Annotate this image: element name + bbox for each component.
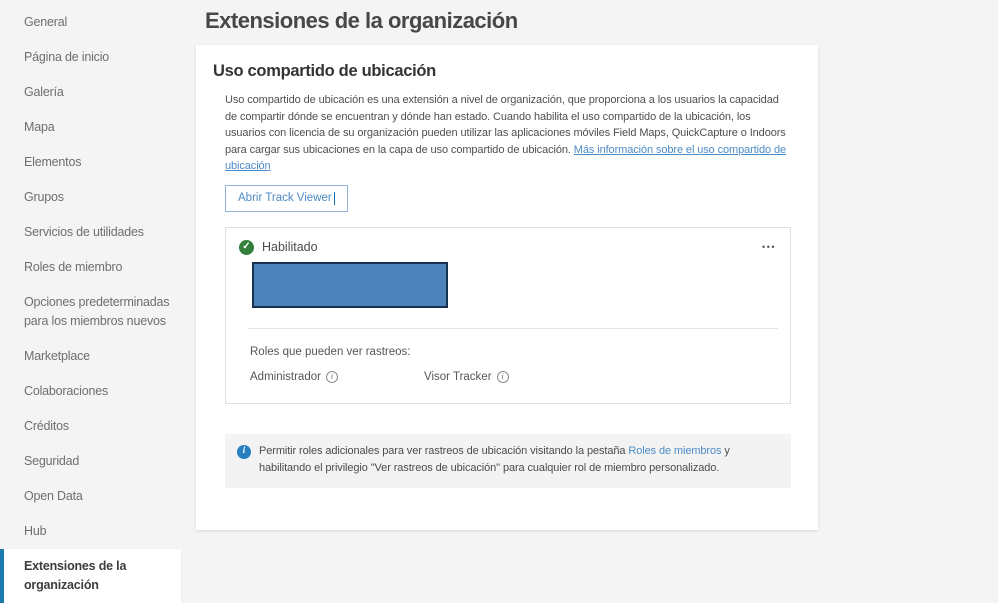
note-text-after: y habilitando el privilegio "Ver rastreos de ubicación" para cualquier rol de miembro personalizado.: [259, 444, 730, 474]
role-administrador-label: Administrador: [250, 370, 321, 383]
info-icon[interactable]: i: [326, 371, 338, 383]
roles-row: [250, 371, 778, 383]
sidebar-item-seguridad[interactable]: Seguridad: [24, 454, 80, 468]
status-card: [225, 227, 791, 404]
sidebar-item-galeria[interactable]: Galería: [24, 85, 64, 99]
options-menu-icon[interactable]: •••: [762, 242, 776, 252]
text-cursor: [334, 192, 335, 205]
main-content: [181, 0, 998, 598]
roles-de-miembros-link[interactable]: Roles de miembros: [628, 444, 722, 457]
sidebar-item-opciones-predeterminadas[interactable]: Opciones predeterminadas para los miembros nuevos: [24, 295, 170, 328]
settings-sidebar: [0, 0, 181, 598]
sidebar-item-hub[interactable]: Hub: [24, 524, 47, 538]
divider: [248, 328, 778, 329]
card-title: Uso compartido de ubicación: [213, 62, 436, 80]
sidebar-item-extensiones-organizacion[interactable]: Extensiones de la organización: [0, 549, 181, 603]
status-row: [239, 240, 778, 255]
info-icon[interactable]: i: [497, 371, 509, 383]
role-visor-tracker: [424, 371, 509, 383]
sidebar-item-pagina-de-inicio[interactable]: Página de inicio: [24, 50, 110, 64]
sidebar-item-open-data[interactable]: Open Data: [24, 489, 83, 503]
status-label: Habilitado: [262, 240, 318, 254]
role-visor-tracker-label: Visor Tracker: [424, 370, 492, 383]
info-note-text: [259, 443, 777, 478]
page-title: Extensiones de la organización: [205, 8, 518, 33]
card-body: [225, 92, 791, 488]
sidebar-item-servicios-de-utilidades[interactable]: Servicios de utilidades: [24, 225, 144, 239]
sidebar-item-marketplace[interactable]: Marketplace: [24, 349, 90, 363]
sidebar-item-roles-de-miembro[interactable]: Roles de miembro: [24, 260, 123, 274]
learn-more-link[interactable]: Más información sobre el uso compartido de ubicación: [225, 143, 787, 172]
redacted-content-block: [252, 262, 448, 308]
location-sharing-card: [196, 45, 818, 530]
description-text: Uso compartido de ubicación es una extensión a nivel de organización, que proporciona a los usuarios la capacidad de compartir dónde se encuentran y dónde han estado. Cuando habilita el uso compartido de la ubicación, los usuarios con licencia de su organización pueden utilizar las aplicaciones móviles Field Maps, QuickCapture o Indoors para cargar sus ubicaciones en la capa de uso compartido de ubicación.: [225, 94, 786, 156]
sidebar-item-mapa[interactable]: Mapa: [24, 120, 55, 134]
sidebar-item-colaboraciones[interactable]: Colaboraciones: [24, 384, 109, 398]
check-circle-icon: ✓: [239, 240, 254, 255]
location-sharing-description: [225, 92, 791, 175]
open-track-viewer-label: Abrir Track Viewer: [238, 192, 332, 204]
info-note: [225, 434, 791, 488]
sidebar-item-general[interactable]: General: [24, 15, 68, 29]
sidebar-item-grupos[interactable]: Grupos: [24, 190, 64, 204]
note-text-before: Permitir roles adicionales para ver rastreos de ubicación visitando la pestaña: [259, 444, 629, 457]
roles-heading: Roles que pueden ver rastreos:: [250, 345, 411, 358]
sidebar-item-creditos[interactable]: Créditos: [24, 419, 69, 433]
sidebar-item-elementos[interactable]: Elementos: [24, 155, 82, 169]
role-administrador: [250, 371, 424, 383]
open-track-viewer-button[interactable]: [225, 185, 348, 212]
info-circle-icon: i: [237, 445, 251, 459]
